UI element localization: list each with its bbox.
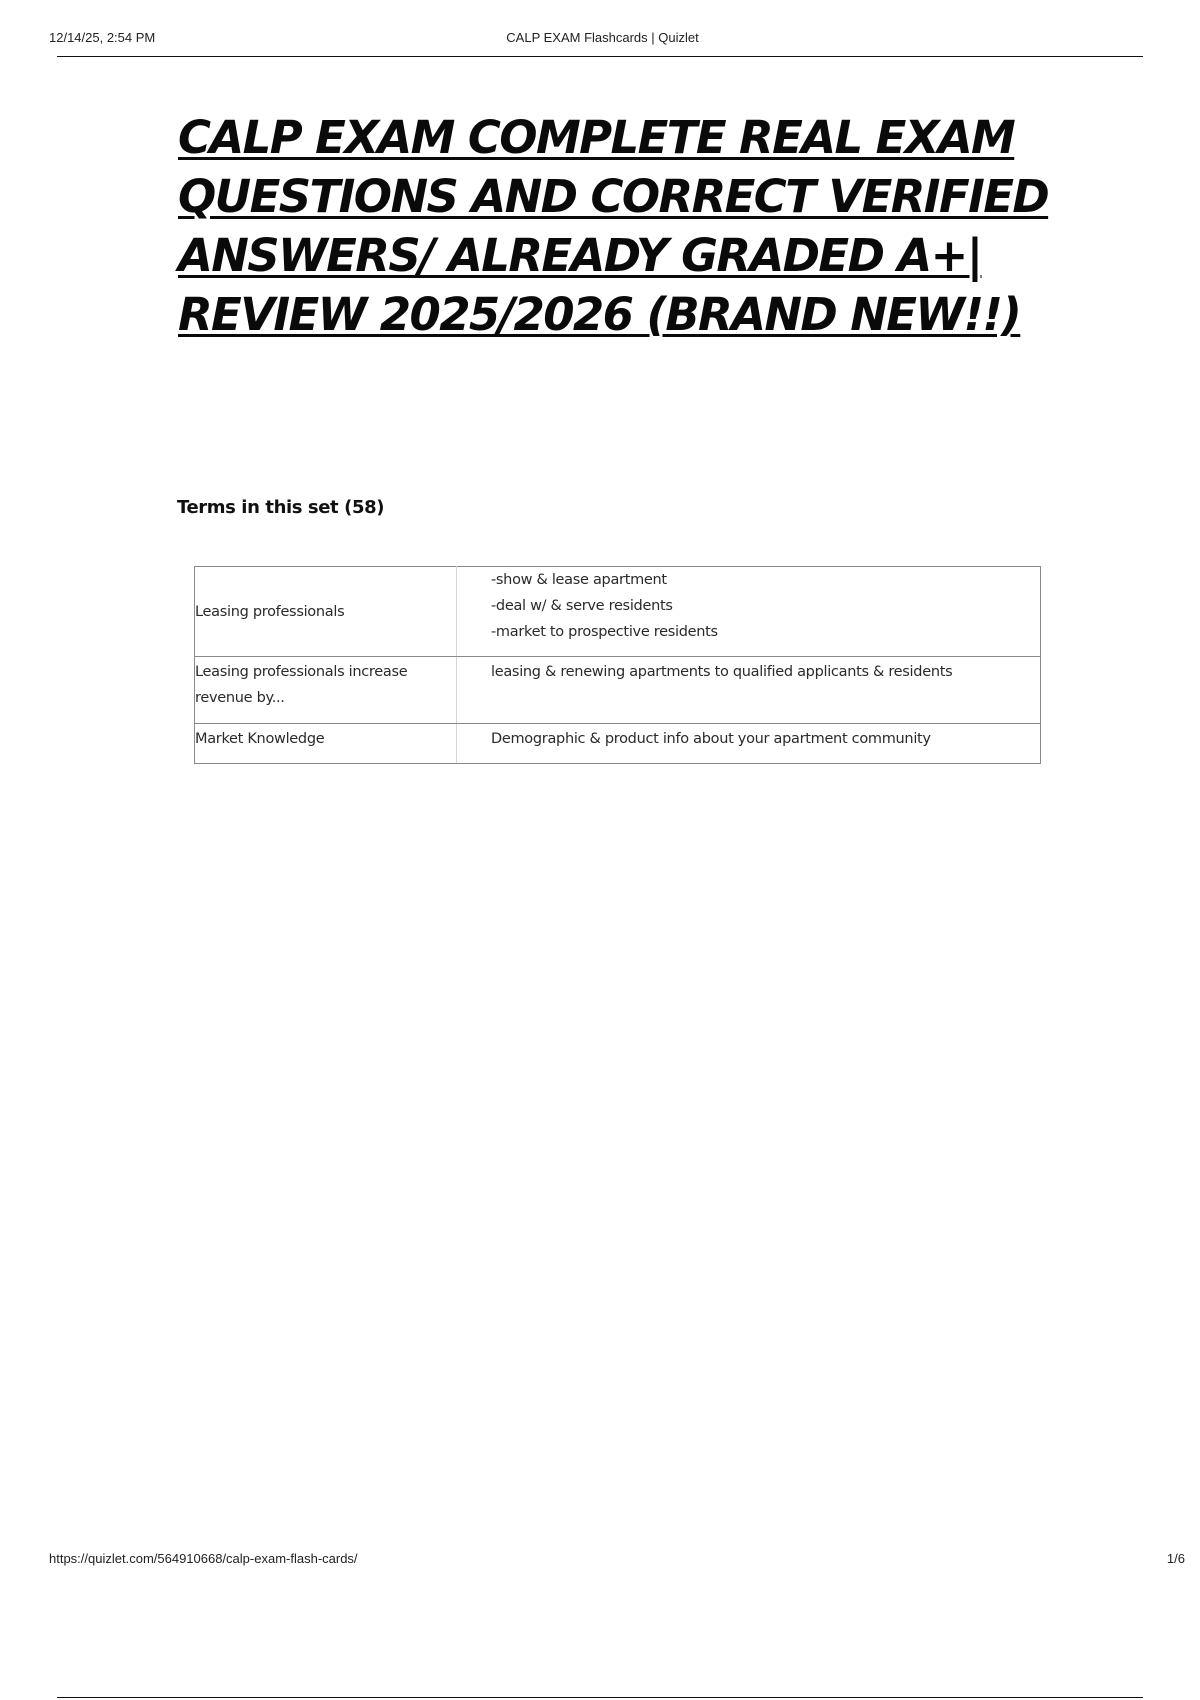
print-footer (49, 1551, 1185, 1565)
print-page-title: CALP EXAM Flashcards | Quizlet (506, 30, 699, 45)
definition-line: Demographic & product info about your apartment community (491, 731, 931, 747)
definition-line: -deal w/ & serve residents (491, 598, 673, 614)
definition-line: -show & lease apartment (491, 572, 667, 588)
header-divider (57, 56, 1143, 57)
term-cell: Market Knowledge (195, 724, 457, 764)
print-url: https://quizlet.com/564910668/calp-exam-flash-cards/ (49, 1551, 358, 1566)
terms-count-heading: Terms in this set (58) (177, 497, 385, 518)
definition-cell (457, 567, 1041, 657)
definition-line: -market to prospective residents (491, 624, 718, 640)
term-cell: Leasing professionals increase revenue by... (195, 657, 457, 724)
page-indicator: 1/6 (1166, 1551, 1185, 1566)
definition-cell (457, 724, 1041, 764)
term-cell: Leasing professionals (195, 567, 457, 657)
table-row (195, 567, 1041, 657)
document-title: CALP EXAM COMPLETE REAL EXAM QUESTIONS AND CORRECT VERIFIED ANSWERS/ ALREADY GRADED A+| REVIEW 2025/2026 (BRAND NEW!!) (178, 111, 1049, 341)
table-row (195, 657, 1041, 724)
definition-cell (457, 657, 1041, 724)
print-datetime: 12/14/25, 2:54 PM (49, 30, 156, 45)
print-header (49, 30, 1156, 44)
definition-line: leasing & renewing apartments to qualified applicants & residents (491, 664, 953, 680)
table-row (195, 724, 1041, 764)
terms-table (194, 566, 1041, 764)
footer-divider (57, 1697, 1143, 1698)
